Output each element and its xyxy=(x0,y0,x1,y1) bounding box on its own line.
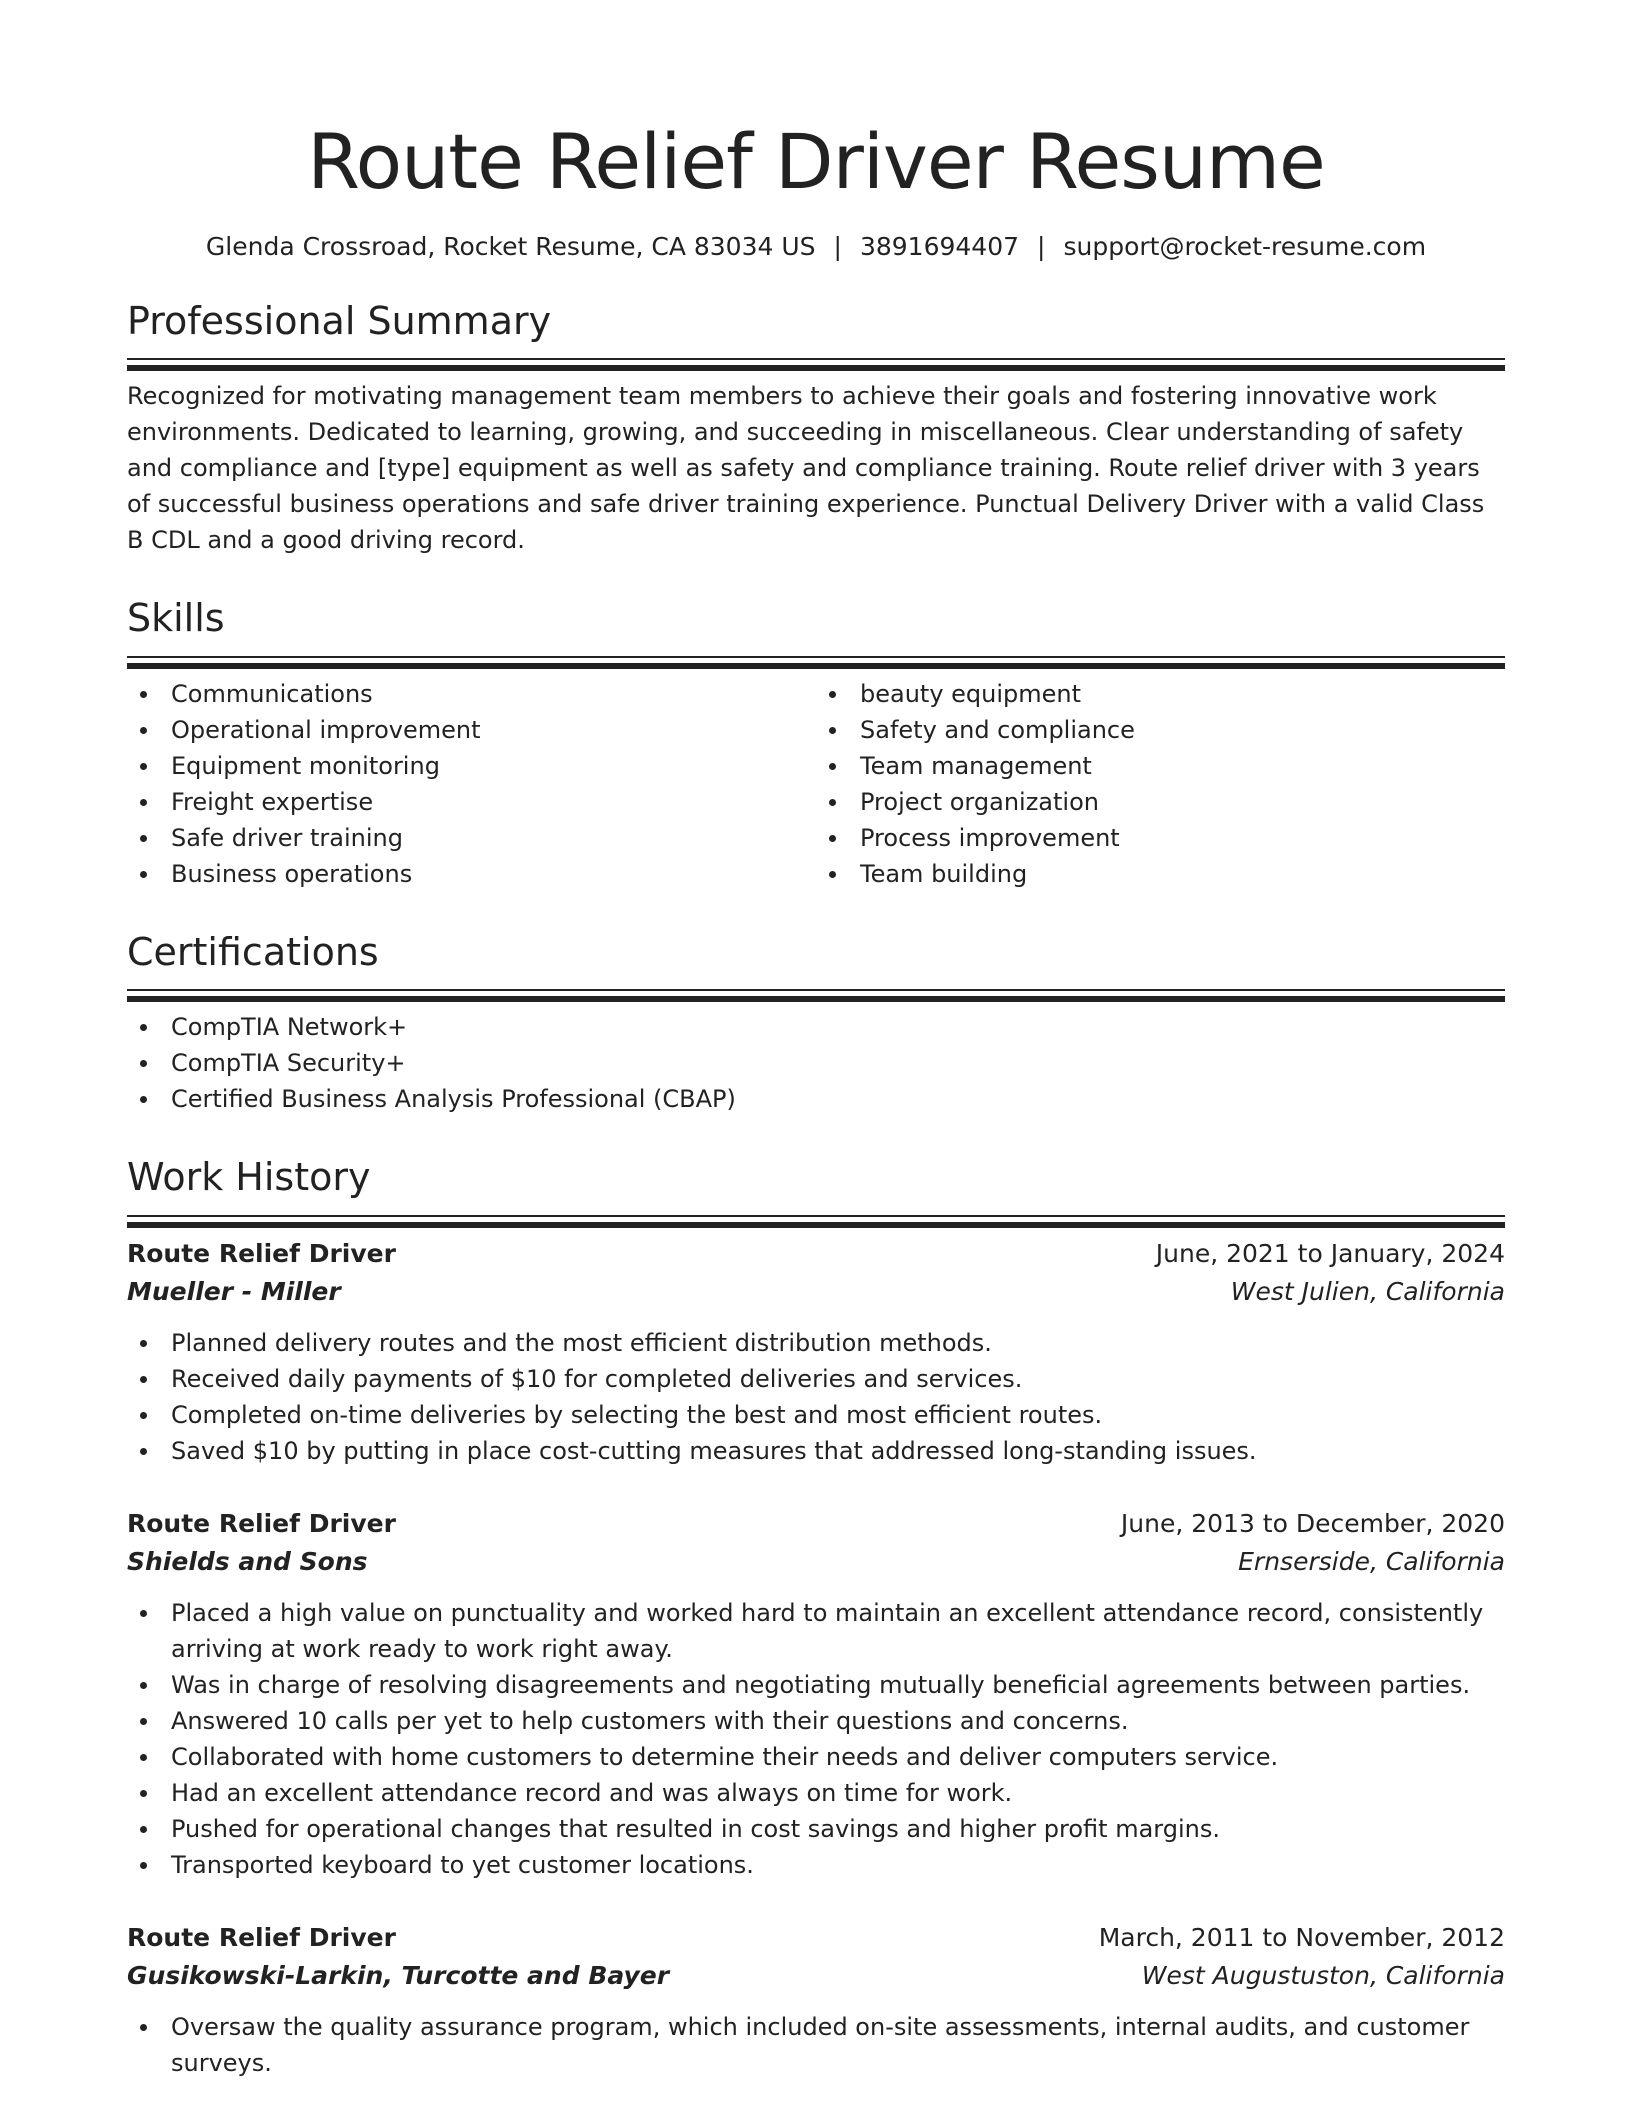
list-item: Communications xyxy=(127,676,816,712)
job-entry xyxy=(127,1919,1505,2081)
job-subheader-row xyxy=(127,1543,1505,1581)
job-subheader-row xyxy=(127,1273,1505,1311)
skills-column-right xyxy=(816,676,1505,892)
list-item: Business operations xyxy=(127,856,816,892)
contact-separator: | xyxy=(1037,231,1046,261)
job-title: Route Relief Driver xyxy=(127,1238,396,1268)
skills-list-left xyxy=(127,676,816,892)
job-dates: June, 2021 to January, 2024 xyxy=(1155,1238,1505,1268)
list-item: Operational improvement xyxy=(127,712,816,748)
contact-email[interactable]: support@rocket-resume.com xyxy=(1063,231,1427,261)
job-header-row xyxy=(127,1919,1505,1957)
section-heading-skills: Skills xyxy=(127,596,225,641)
list-item: Was in charge of resolving disagreements and negotiating mutually beneficial agreements between parties. xyxy=(127,1667,1505,1703)
summary-text: Recognized for motivating management team members to achieve their goals and fostering innovative work environments. Dedicated to learning, growing, and succeeding in miscellaneous. Clear understanding of safety and compliance and [type] equipment as well as safety and compliance training. Route relief driver with 3 years of successful business operations and safe driver training experience. Punctual Delivery Driver with a valid Class B CDL and a good driving record. xyxy=(127,382,1485,555)
job-subheader-row xyxy=(127,1957,1505,1995)
skills-grid xyxy=(127,676,1505,892)
job-entry xyxy=(127,1235,1505,1469)
contact-phone: 3891694407 xyxy=(859,231,1020,261)
job-location: West Julien, California xyxy=(1230,1276,1505,1306)
list-item: Received daily payments of $10 for completed deliveries and services. xyxy=(127,1361,1505,1397)
contact-separator: | xyxy=(833,231,842,261)
job-header-row xyxy=(127,1505,1505,1543)
list-item: Transported keyboard to yet customer locations. xyxy=(127,1847,1505,1883)
job-entry xyxy=(127,1505,1505,1883)
job-bullets xyxy=(127,1325,1505,1469)
list-item: Project organization xyxy=(816,784,1505,820)
list-item: CompTIA Security+ xyxy=(127,1045,1505,1081)
job-location: West Augustuston, California xyxy=(1141,1960,1505,1990)
section-divider xyxy=(127,656,1505,658)
list-item: Answered 10 calls per yet to help customers with their questions and concerns. xyxy=(127,1703,1505,1739)
job-location: Ernserside, California xyxy=(1238,1546,1505,1576)
list-item: Placed a high value on punctuality and worked hard to maintain an excellent attendance record, consistently arriving at work ready to work right away. xyxy=(127,1595,1505,1667)
list-item: Process improvement xyxy=(816,820,1505,856)
section-heading-summary: Professional Summary xyxy=(127,298,552,343)
job-bullets xyxy=(127,2009,1505,2081)
list-item: Saved $10 by putting in place cost-cutting measures that addressed long-standing issues. xyxy=(127,1433,1505,1469)
job-company: Mueller - Miller xyxy=(127,1276,341,1306)
list-item: Safety and compliance xyxy=(816,712,1505,748)
job-dates: March, 2011 to November, 2012 xyxy=(1098,1922,1505,1952)
list-item: Pushed for operational changes that resulted in cost savings and higher profit margins. xyxy=(127,1811,1505,1847)
list-item: Collaborated with home customers to determine their needs and deliver computers service. xyxy=(127,1739,1505,1775)
skills-list-right xyxy=(816,676,1505,892)
certifications-list xyxy=(127,1009,1505,1117)
job-company: Gusikowski-Larkin, Turcotte and Bayer xyxy=(127,1960,670,1990)
list-item: Certified Business Analysis Professional (CBAP) xyxy=(127,1081,1505,1117)
section-heading-work-history: Work History xyxy=(127,1155,371,1200)
section-divider xyxy=(127,358,1505,360)
job-title: Route Relief Driver xyxy=(127,1508,396,1538)
contact-address: Glenda Crossroad, Rocket Resume, CA 83034 US xyxy=(205,231,816,261)
list-item: Equipment monitoring xyxy=(127,748,816,784)
list-item: beauty equipment xyxy=(816,676,1505,712)
contact-line xyxy=(127,232,1505,261)
job-company: Shields and Sons xyxy=(127,1546,368,1576)
list-item: Safe driver training xyxy=(127,820,816,856)
resume-title: Route Relief Driver Resume xyxy=(307,117,1325,206)
list-item: CompTIA Network+ xyxy=(127,1009,1505,1045)
list-item: Oversaw the quality assurance program, which included on-site assessments, internal audits, and customer surveys. xyxy=(127,2009,1505,2081)
job-bullets xyxy=(127,1595,1505,1883)
section-heading-certifications: Certifications xyxy=(127,929,379,974)
list-item: Planned delivery routes and the most efficient distribution methods. xyxy=(127,1325,1505,1361)
skills-column-left xyxy=(127,676,816,892)
list-item: Team building xyxy=(816,856,1505,892)
list-item: Completed on-time deliveries by selecting the best and most efficient routes. xyxy=(127,1397,1505,1433)
section-divider xyxy=(127,989,1505,991)
job-dates: June, 2013 to December, 2020 xyxy=(1120,1508,1505,1538)
list-item: Team management xyxy=(816,748,1505,784)
section-divider xyxy=(127,1215,1505,1217)
list-item: Had an excellent attendance record and was always on time for work. xyxy=(127,1775,1505,1811)
job-title: Route Relief Driver xyxy=(127,1922,396,1952)
job-header-row xyxy=(127,1235,1505,1273)
list-item: Freight expertise xyxy=(127,784,816,820)
